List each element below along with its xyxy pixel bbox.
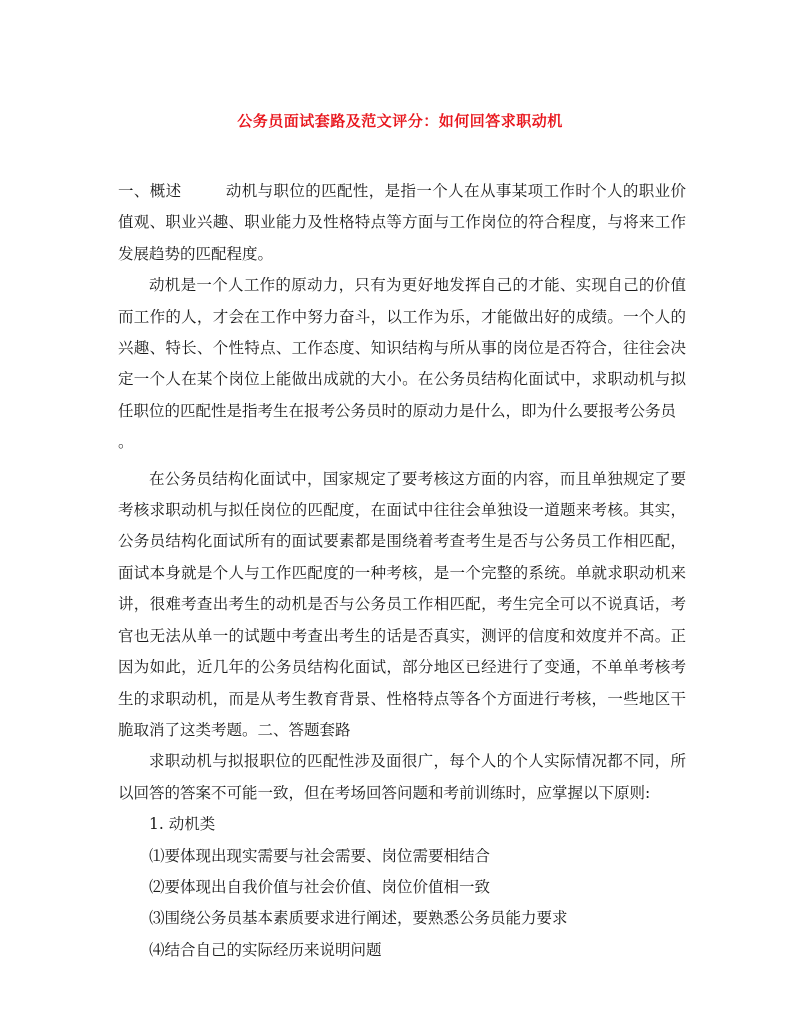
document-title: 公务员面试套路及范文评分：如何回答求职动机: [237, 112, 563, 130]
section-heading-overview: 一、概述: [118, 182, 182, 200]
paragraph-3: [118, 464, 686, 747]
document-body: [118, 176, 686, 966]
list-item: ⑷结合自己的实际经历来说明问题: [149, 940, 382, 959]
paragraph-2-tail: 。: [118, 433, 134, 452]
section-heading-routine: 二、答题套路: [257, 720, 351, 739]
list-item: ⑵要体现出自我价值与社会价值、岗位价值相一致: [149, 877, 491, 896]
paragraph-4: 求职动机与拟报职位的匹配性涉及面很广，每个人的个人实际情况都不同，所以回答的答案不可能一致，但在考场回答问题和考前训练时，应掌握以下原则:: [118, 752, 686, 802]
paragraph-1-text: 动机与职位的匹配性，是指一个人在从事某项工作时个人的职业价值观、职业兴趣、职业能力及性格特点等方面与工作岗位的符合程度，与将来工作发展趋势的匹配程度。: [118, 182, 686, 263]
list-item: ⑶围绕公务员基本素质要求进行阐述，要熟悉公务员能力要求: [149, 909, 568, 928]
paragraph-3-text: 在公务员结构化面试中，国家规定了要考核这方面的内容，而且单独规定了要考核求职动机与拟任岗位的匹配度，在面试中往往会单独设一道题来考核。其实，公务员结构化面试所有的面试要素都是围绕着考查考生是否与公务员工作相匹配，面试本身就是个人与工作匹配度的一种考核，是一个完整的系统。单就求职动机来讲，很难考查出考生的动机是否与公务员工作相匹配，考生完全可以不说真话，考官也无法从单一的试题中考查出考生的话是否真实，测评的信度和效度并不高。正因为如此，近几年的公务员结构化面试，部分地区已经进行了变通，不单单考核考生的求职动机，而是从考生教育背景、性格特点等各个方面进行考核，一些地区干脆取消了这类考题。: [118, 469, 686, 739]
paragraph-2: 动机是一个人工作的原动力，只有为更好地发挥自己的才能、实现自己的价值而工作的人，才会在工作中努力奋斗，以工作为乐，才能做出好的成绩。一个人的兴趣、特长、个性特点、工作态度、知识结构与所从事的岗位是否符合，往往会决定一个人在某个岗位上能做出成就的大小。在公务员结构化面试中，求职动机与拟任职位的匹配性是指考生在报考公务员时的原动力是什么，即为什么要报考公务员: [118, 276, 686, 420]
paragraph-overview: [118, 176, 686, 270]
list-heading: 1. 动机类: [149, 815, 216, 834]
list-item: ⑴要体现出现实需要与社会需要、岗位需要相结合: [149, 846, 491, 865]
